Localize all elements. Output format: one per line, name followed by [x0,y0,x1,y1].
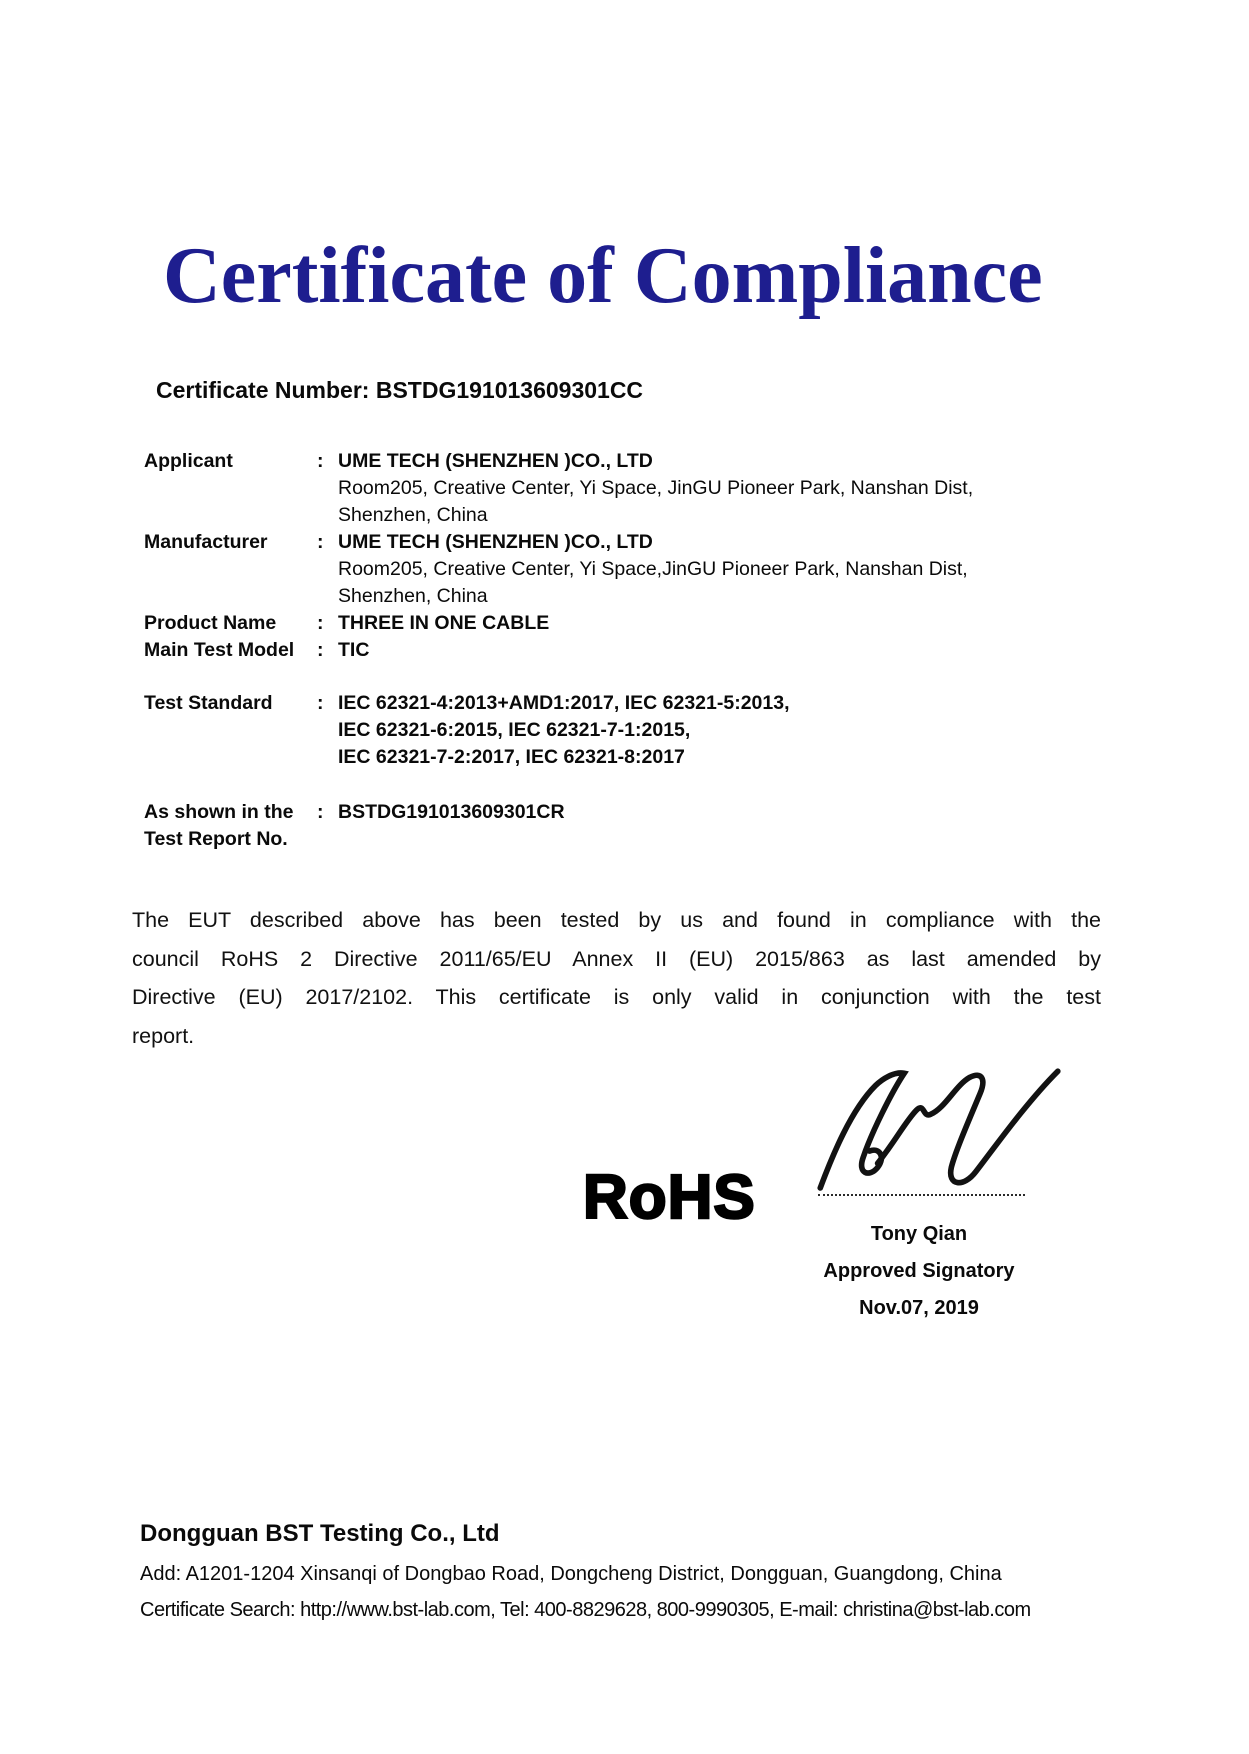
field-value-line: Room205, Creative Center, Yi Space, JinGU Pioneer Park, Nanshan Dist, [338,477,974,499]
field-colon: : [317,692,324,714]
statement-line: The EUT described above has been tested by us and found in compliance with the [132,908,1101,932]
field-value [338,610,1134,637]
field-label: Manufacturer [144,531,268,553]
field-label: Test Standard [144,692,273,714]
field-value-line: IEC 62321-6:2015, IEC 62321-7-1:2015, [338,719,691,741]
field-value-line: UME TECH (SHENZHEN )CO., LTD [338,531,653,553]
field-value [338,448,1134,529]
field-value-line: Shenzhen, China [338,504,488,526]
field-label: Applicant [144,450,233,472]
field-row [144,448,1134,529]
field-label: As shown in the Test Report No. [144,801,294,850]
signature-image [810,1056,1066,1196]
field-row [144,799,1134,853]
field-label: Main Test Model [144,639,295,661]
field-colon: : [317,450,324,472]
field-value-line: BSTDG191013609301CR [338,801,565,823]
statement-line: council RoHS 2 Directive 2011/65/EU Annex II (EU) 2015/863 as last amended by [132,946,1101,971]
field-value-line: IEC 62321-4:2013+AMD1:2017, IEC 62321-5:2013, [338,692,790,714]
certificate-number [156,377,643,404]
field-value-line: Shenzhen, China [338,585,488,607]
field-colon: : [317,639,324,661]
statement-line: report. [132,1023,195,1048]
lab-name: Dongguan BST Testing Co., Ltd [140,1520,500,1547]
signature-date: Nov.07, 2019 [859,1297,979,1319]
field-value-line: TIC [338,639,370,661]
fields [144,448,1134,853]
lab-address: Add: A1201-1204 Xinsanqi of Dongbao Road, Dongcheng District, Dongguan, Guangdong, China [140,1563,1002,1585]
signatory-block [806,1216,1032,1327]
signatory-name: Tony Qian [870,1223,968,1245]
field-value [338,637,1134,664]
field-colon: : [317,612,324,634]
field-value [338,799,1134,826]
field-colon: : [317,801,324,823]
field-row [144,610,1134,637]
field-value-line: THREE IN ONE CABLE [338,612,550,634]
signatory-role: Approved Signatory [823,1260,1015,1282]
field-value [338,529,1134,610]
field-value-line: Room205, Creative Center, Yi Space,JinGU Pioneer Park, Nanshan Dist, [338,558,968,580]
page-title: Certificate of Compliance [163,232,1043,320]
certificate-number-value: BSTDG191013609301CC [375,377,644,403]
field-row [144,529,1134,610]
lab-contact-line: Certificate Search: http://www.bst-lab.com, Tel: 400-8829628, 800-9990305, E-mail: christina@bst-lab.com [140,1599,1031,1621]
compliance-statement [132,901,1101,1055]
certificate-number-label: Certificate Number: [156,377,370,403]
rohs-logo: RoHS [583,1163,756,1232]
field-value [338,690,1134,771]
field-colon: : [317,531,324,553]
field-row [144,637,1134,664]
statement-line: Directive (EU) 2017/2102. This certificate is only valid in conjunction with the test [132,985,1101,1010]
signature-dotted-line [818,1178,1025,1196]
field-value-line: UME TECH (SHENZHEN )CO., LTD [338,450,653,472]
field-value-line: IEC 62321-7-2:2017, IEC 62321-8:2017 [338,746,685,768]
field-label: Product Name [144,612,277,634]
field-row [144,690,1134,771]
